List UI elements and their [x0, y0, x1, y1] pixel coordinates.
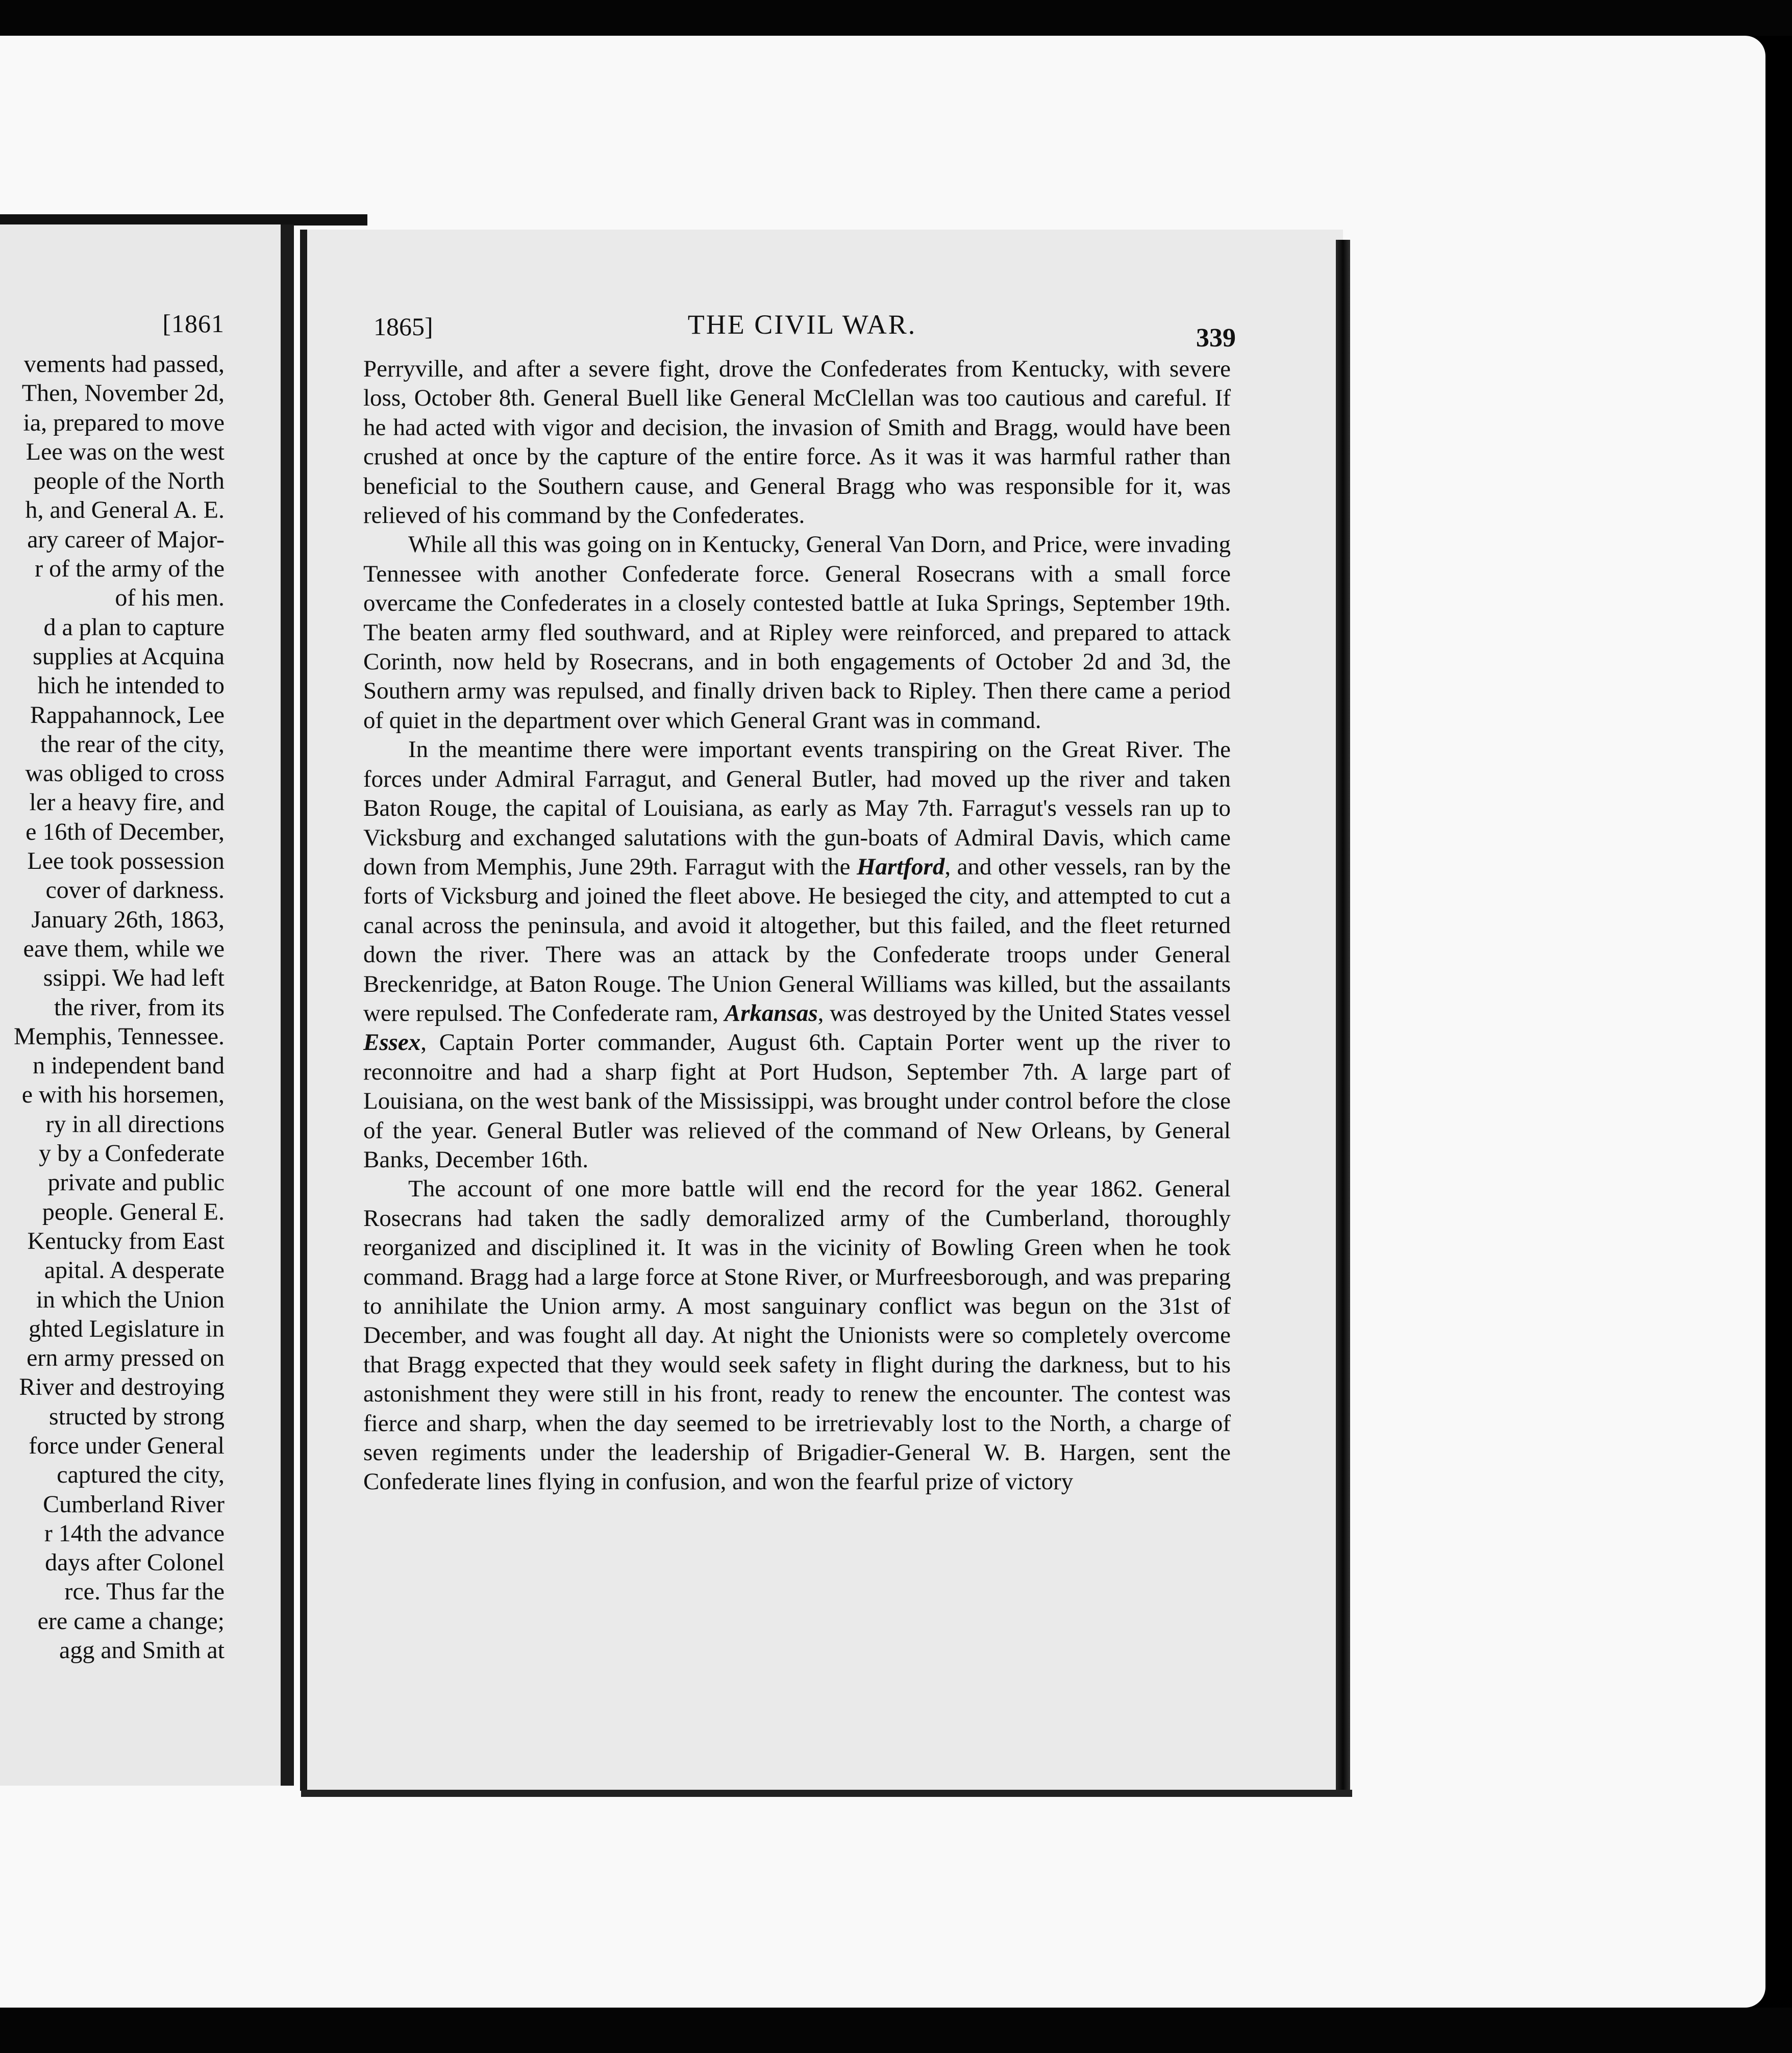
left-page-line: ghted Legislature in: [29, 1315, 225, 1342]
left-page-line: d a plan to capture: [43, 613, 225, 641]
scan-bottom-border: [0, 2008, 1792, 2053]
left-page-line: ere came a change;: [37, 1607, 225, 1635]
header-year: 1865]: [374, 312, 433, 341]
left-page-text: [0, 349, 225, 1665]
left-page-line: y by a Confederate: [39, 1140, 225, 1167]
paragraph-1: Perryville, and after a severe fight, drove the Confederates from Kentucky, with severe loss, October 8th. General Buell like General McClellan was too cautious and careful. If he had acted with vigor and decision, the invasion of Smith and Bragg, would have been crushed at once by the capture of the entire force. As it was it was harmful rather than beneficial to the Southern cause, and General Bragg who was responsible for it, was relieved of his command by the Confederates.: [363, 356, 1231, 529]
left-page-line: the river, from its: [54, 993, 225, 1021]
page-number: 339: [1196, 323, 1236, 353]
left-page-header: [1861: [162, 309, 225, 338]
left-page: [0, 224, 294, 1786]
running-header: [374, 309, 1236, 353]
left-page-line: in which the Union: [36, 1286, 225, 1313]
left-page-line: supplies at Acquina: [33, 642, 225, 670]
left-page-line: people. General E.: [42, 1198, 225, 1225]
left-page-line: structed by strong: [49, 1403, 225, 1430]
left-page-line: ry in all directions: [45, 1110, 225, 1138]
left-page-line: apital. A desperate: [44, 1257, 225, 1284]
left-page-line: of his men.: [115, 584, 225, 612]
paragraph-3-text-d: , Captain Porter commander, August 6th. Captain Porter went up the river to reconnoitre and had a sharp fight at Port Hudson, September 7th. A large part of Louisiana, on the west bank of the Mississippi, was brought under control before the close of the year. General Butler was relieved of the command of New Orleans, by General Banks, December 16th.: [363, 1029, 1231, 1173]
right-page-bottom-edge: [301, 1790, 1352, 1797]
scan-top-border: [0, 0, 1792, 36]
left-page-line: ia, prepared to move: [23, 409, 225, 436]
left-page-line: Memphis, Tennessee.: [13, 1022, 225, 1050]
left-page-line: days after Colonel: [45, 1549, 225, 1576]
left-page-line: agg and Smith at: [59, 1637, 225, 1664]
left-page-line: ssippi. We had left: [43, 964, 225, 992]
left-page-line: people of the North: [33, 467, 225, 495]
paragraph-3-text-a: In the meantime there were important events transpiring on the Great River. The forces under Admiral Farragut, and General Butler, had moved up the river and taken Baton Rouge, the capital of Louisiana, as early as May 7th. Farragut's vessels ran up to Vicksburg and exchanged salutations with the gun-boats of Admiral Davis, which came down from Memphis, June 29th. Farragut with the: [363, 736, 1231, 880]
left-page-line: vements had passed,: [23, 350, 225, 378]
right-page-edge: [1336, 240, 1350, 1796]
left-page-line: Rappahannock, Lee: [30, 701, 225, 729]
left-page-line: was obliged to cross: [25, 760, 225, 787]
left-page-line: ler a heavy fire, and: [29, 789, 225, 816]
page-title: THE CIVIL WAR.: [687, 309, 917, 340]
left-page-line: private and public: [47, 1169, 225, 1196]
left-page-line: the rear of the city,: [40, 730, 225, 758]
left-page-line: r 14th the advance: [44, 1519, 225, 1547]
paragraph-3: [363, 735, 1231, 1174]
ship-name-hartford: Hartford: [856, 853, 945, 880]
left-page-line: ern army pressed on: [27, 1344, 225, 1372]
left-page-line: Lee was on the west: [26, 438, 225, 465]
ship-name-essex: Essex: [363, 1029, 421, 1056]
ship-name-arkansas: Arkansas: [724, 999, 818, 1026]
body-text: [363, 355, 1231, 1497]
left-page-line: Cumberland River: [43, 1490, 225, 1518]
left-page-line: eave them, while we: [23, 935, 225, 962]
left-page-line: n independent band: [33, 1052, 225, 1080]
paragraph-4: The account of one more battle will end the record for the year 1862. General Rosecrans had taken the sadly demoralized army of the Cumberland, thoroughly reorganized and disciplined it. It was in the vicinity of Bowling Green when he took command. Bragg had a large force at Stone River, or Murfreesborough, and was preparing to annihilate the Union army. A most sanguinary conflict was begun on the 31st of December, and was fought all day. At night the Unionists were so completely overcome that Bragg expected that they would seek safety in flight during the darkness, but to his astonishment they were still in his front, ready to renew the encounter. The contest was fierce and sharp, when the day seemed to be irretrievably lost to the North, a charge of seven regiments under the leadership of Brigadier-General W. B. Hargen, sent the Confederate lines flying in confusion, and won the fearful prize of victory: [363, 1175, 1231, 1495]
left-page-line: Kentucky from East: [27, 1227, 225, 1255]
left-page-line: r of the army of the: [35, 555, 225, 583]
left-page-top-edge: [0, 214, 367, 226]
left-page-line: rce. Thus far the: [64, 1578, 225, 1606]
left-page-line: Then, November 2d,: [21, 380, 225, 407]
left-page-line: ary career of Major-: [27, 525, 225, 553]
left-page-line: Lee took possession: [27, 847, 225, 875]
left-page-line: hich he intended to: [37, 672, 225, 699]
left-page-line: cover of darkness.: [45, 877, 225, 904]
paragraph-3-text-b: , and other vessels, ran by the forts of Vicksburg and joined the fleet above. He besieged the city, and attempted to cut a canal across the peninsula, and avoid it altogether, but this failed, and the fleet returned down the river. There was an attack by the Confederate troops under General Breckenridge, at Baton Rouge. The Union General Williams was killed, but the assailants were repulsed. The Confederate ram,: [363, 853, 1231, 1026]
left-page-line: River and destroying: [19, 1373, 225, 1401]
left-page-line: h, and General A. E.: [25, 496, 225, 524]
left-page-line: January 26th, 1863,: [31, 906, 225, 933]
left-page-line: force under General: [29, 1432, 225, 1459]
left-page-line: captured the city,: [57, 1461, 225, 1489]
left-page-line: e with his horsemen,: [21, 1081, 225, 1109]
paragraph-2: While all this was going on in Kentucky, General Van Dorn, and Price, were invading Tennessee with another Confederate force. General Rosecrans with a small force overcame the Confederates in a closely contested battle at Iuka Springs, September 19th. The beaten army fled southward, and at Ripley were reinforced, and prepared to attack Corinth, now held by Rosecrans, and in both engagements of October 2d and 3d, the Southern army was repulsed, and finally driven back to Ripley. Then there came a period of quiet in the department over which General Grant was in command.: [363, 531, 1231, 734]
paragraph-3-text-c: , was destroyed by the United States vessel: [817, 999, 1231, 1026]
left-page-line: e 16th of December,: [26, 818, 225, 845]
right-page: [300, 230, 1343, 1791]
